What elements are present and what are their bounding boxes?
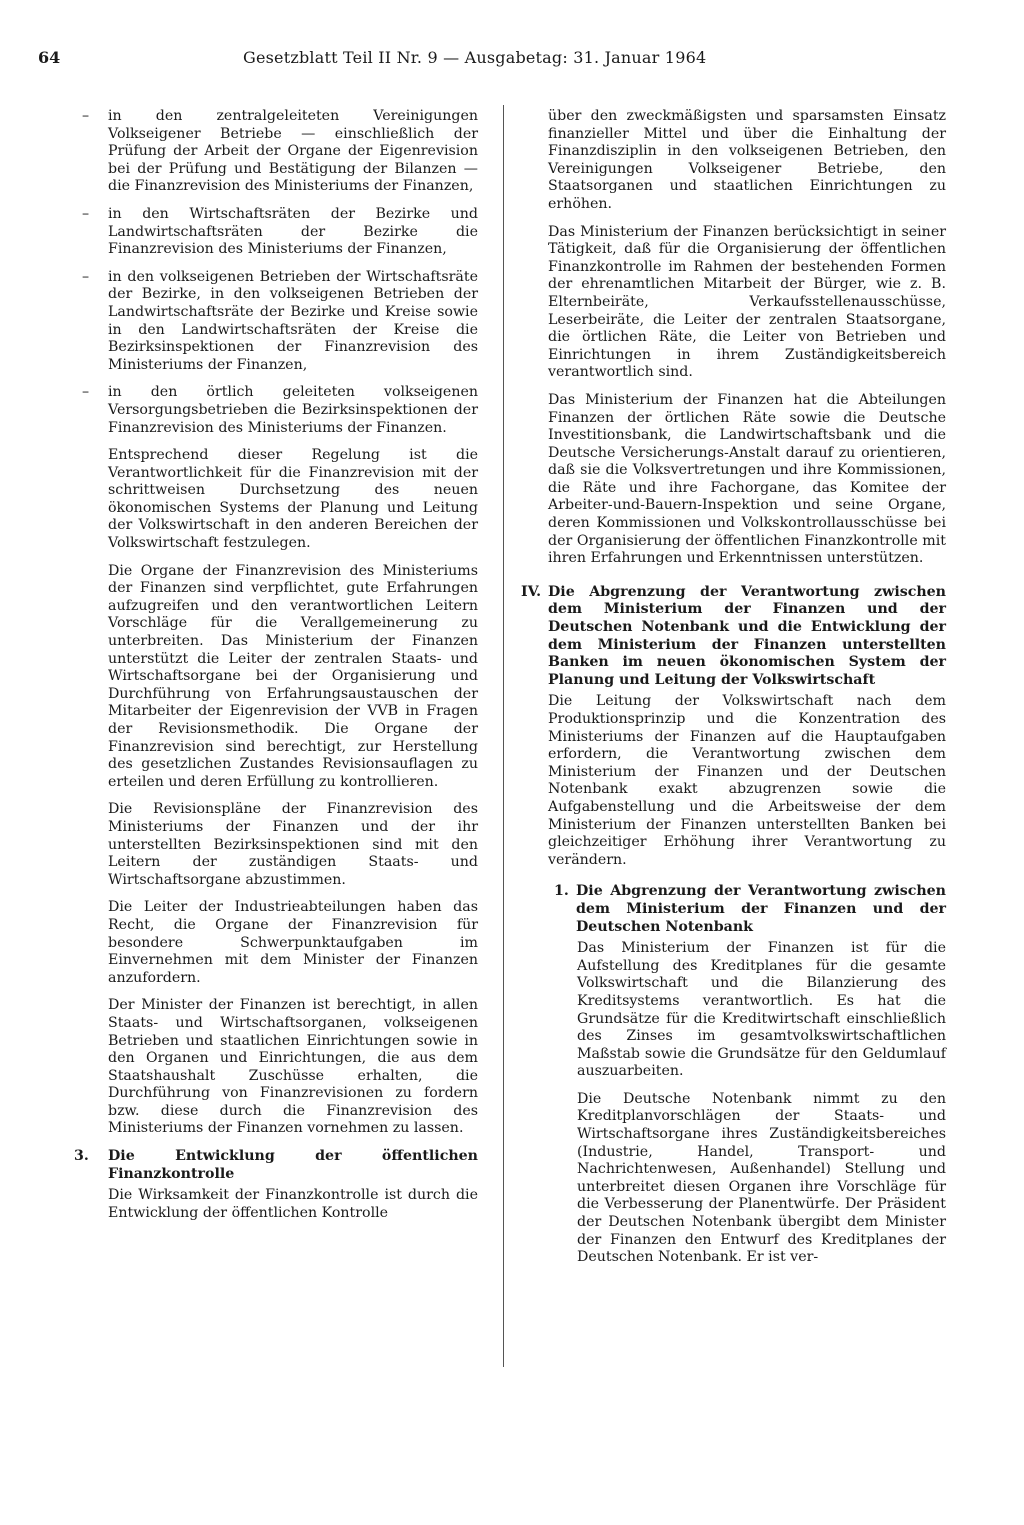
paragraph: Der Minister der Finanzen ist berechtigt, in allen Staats- und Wirtschaftsorganen, volkseigenen Betrieben und staatlichen Einrichtungen sowie in den Organen und Einrichtungen, die aus dem Staatshaushalt Zuschüsse erhalten, die Durchführung von Finanzrevisionen zu fordern bzw. diese durch die Finanzrevision des Ministeriums der Finanzen vornehmen zu lassen.: [108, 997, 478, 1137]
section-title: Die Entwicklung der öffentlichen Finanzkontrolle: [108, 1148, 478, 1182]
section-number: 3.: [74, 1148, 89, 1165]
running-title: Gesetzblatt Teil II Nr. 9 — Ausgabetag: 31. Januar 1964: [243, 48, 707, 67]
paragraph: Entsprechend dieser Regelung ist die Verantwortlichkeit für die Finanzrevision mit der schrittweisen Durchsetzung des neuen ökonomischen Systems der Planung und Leitung der Volkswirtschaft in den anderen Bereichen der Volkswirtschaft festzulegen.: [108, 447, 478, 552]
paragraph: Die Wirksamkeit der Finanzkontrolle ist durch die Entwicklung der öffentlichen Kontrolle: [108, 1187, 478, 1221]
section-number: IV.: [521, 583, 542, 600]
list-item: – in den örtlich geleiteten volkseigenen Versorgungsbetrieben die Bezirksinspektionen der Finanzrevision des Ministeriums der Finanzen.: [82, 384, 478, 436]
list-item: – in den Wirtschaftsräten der Bezirke und Landwirtschaftsräten der Bezirke die Finanzrevision des Ministeriums der Finanzen,: [82, 205, 478, 258]
paragraph: Die Revisionspläne der Finanzrevision des Ministeriums der Finanzen und der ihr unterstellten Bezirksinspektionen sind mit den Leitern der zuständigen Staats- und Wirtschaftsorgane abzustimmen.: [108, 801, 478, 888]
paragraph: Die Leitung der Volkswirtschaft nach dem Produktionsprinzip und die Konzentration des Ministeriums der Finanzen auf die Hauptaufgaben erfordern, die Verantwortung zwischen dem Ministerium der Finanzen und der Deutschen Notenbank exakt abzugrenzen sowie die Aufgabenstellung und die Arbeitsweise der dem Ministerium der Finanzen unterstellten Banken bei gleichzeitiger Erhöhung ihrer Verantwortung zu verändern.: [548, 693, 946, 868]
page-number: 64: [38, 48, 61, 67]
right-column: [521, 108, 946, 1277]
column-divider: [503, 105, 504, 1367]
page-header: [38, 48, 974, 70]
paragraph: Das Ministerium der Finanzen ist für die Aufstellung des Kreditplanes für die gesamte Volkswirtschaft und die Bilanzierung des Kreditsystems verantwortlich. Es hat die Grundsätze für die Kreditwirtschaft einschließlich des Zinses im gesamtvolkswirtschaftlichen Maßstab sowie die Grundsätze für den Geldumlauf auszuarbeiten.: [577, 940, 946, 1080]
paragraph: Die Organe der Finanzrevision des Ministeriums der Finanzen sind verpflichtet, gute Erfahrungen aufzugreifen und den verantwortlichen Leitern Vorschläge für die Verallgemeinerung zu unterbreiten. Das Ministerium der Finanzen unterstützt die Leiter der zentralen Staats- und Wirtschaftsorgane bei der Organisierung und Durchführung von Erfahrungsaustauschen der Mitarbeiter der Eigenrevision der VVB in Fragen der Revisionsmethodik. Die Organe der Finanzrevision sind berechtigt, zur Herstellung des gesetzlichen Zustandes Revisionsauflagen zu erteilen und deren Erfüllung zu kontrollieren.: [108, 562, 478, 790]
subsection-1-heading: [554, 883, 946, 936]
section-title: Die Abgrenzung der Verantwortung zwischen dem Ministerium der Finanzen und der Deutschen Notenbank und die Entwicklung der dem Ministerium der Finanzen unterstellten Banken im neuen ökonomischen System der Planung und Leitung der Volkswirtschaft: [548, 583, 946, 688]
subsection-number: 1.: [554, 883, 569, 900]
section-iv-heading: [521, 584, 946, 690]
paragraph: über den zweckmäßigsten und sparsamsten Einsatz finanzieller Mittel und über die Einhaltung der Finanzdisziplin in den volkseigenen Betrieben, den Vereinigungen Volkseigener Betriebe, den Staatsorganen und staatlichen Einrichtungen zu erhöhen.: [548, 108, 946, 212]
paragraph: Die Deutsche Notenbank nimmt zu den Kreditplanvorschlägen der Staats- und Wirtschaftsorgane ihres Zuständigkeitsbereiches (Industrie, Handel, Transport- und Nachrichtenwesen, Außenhandel) Stellung und unterbreitet diesen Organen ihre Vorschläge für die Verbesserung der Planentwürfe. Der Präsident der Deutschen Notenbank übergibt dem Minister der Finanzen den Entwurf des Kreditplanes der Deutschen Notenbank. Er ist ver-: [577, 1090, 946, 1266]
list-item: – in den volkseigenen Betrieben der Wirtschaftsräte der Bezirke, in den volkseigenen Betrieben der Landwirtschaftsräte der Bezirke und Kreise sowie in den Landwirtschaftsräten der Kreise die Bezirksinspektionen der Finanzrevision des Ministeriums der Finanzen,: [82, 268, 478, 373]
paragraph: Die Leiter der Industrieabteilungen haben das Recht, die Organe der Finanzrevision für besondere Schwerpunktaufgaben im Einvernehmen mit dem Minister der Finanzen anzufordern.: [108, 899, 478, 986]
paragraph: Das Ministerium der Finanzen hat die Abteilungen Finanzen der örtlichen Räte sowie die Deutsche Investitionsbank, die Landwirtschaftsbank und die Deutsche Versicherungs-Anstalt darauf zu orientieren, daß sie die Volksvertretungen und ihre Kommissionen, die Räte und ihre Fachorgane, das Komitee der Arbeiter-und-Bauern-Inspektion und seine Organe, deren Kommissionen und Volkskontrollausschüsse bei der Organisierung der öffentlichen Finanzkontrolle mit ihren Erfahrungen und Erkenntnissen unterstützen.: [548, 391, 946, 567]
paragraph: Das Ministerium der Finanzen berücksichtigt in seiner Tätigkeit, daß für die Organisierung der öffentlichen Finanzkontrolle im Rahmen der bestehenden Formen der ehrenamtlichen Mitarbeit der Bürger, wie z. B. Elternbeiräte, Verkaufsstellenausschüsse, Leserbeiräte, die Leiter der zentralen Staatsorgane, die örtlichen Räte, die Leiter von Betrieben und Einrichtungen in ihrem Zuständigkeitsbereich verantwortlich sind.: [548, 223, 946, 381]
left-column: [74, 108, 478, 1232]
section-3-heading: [74, 1148, 478, 1183]
list-item: – in den zentralgeleiteten Vereinigungen Volkseigener Betriebe — einschließlich der Prüfung der Arbeit der Organe der Eigenrevision bei der Prüfung und Bestätigung der Bilanzen — die Finanzrevision des Ministeriums der Finanzen,: [82, 108, 478, 195]
subsection-title: Die Abgrenzung der Verantwortung zwischen dem Ministerium der Finanzen und der Deutschen Notenbank: [576, 883, 946, 935]
